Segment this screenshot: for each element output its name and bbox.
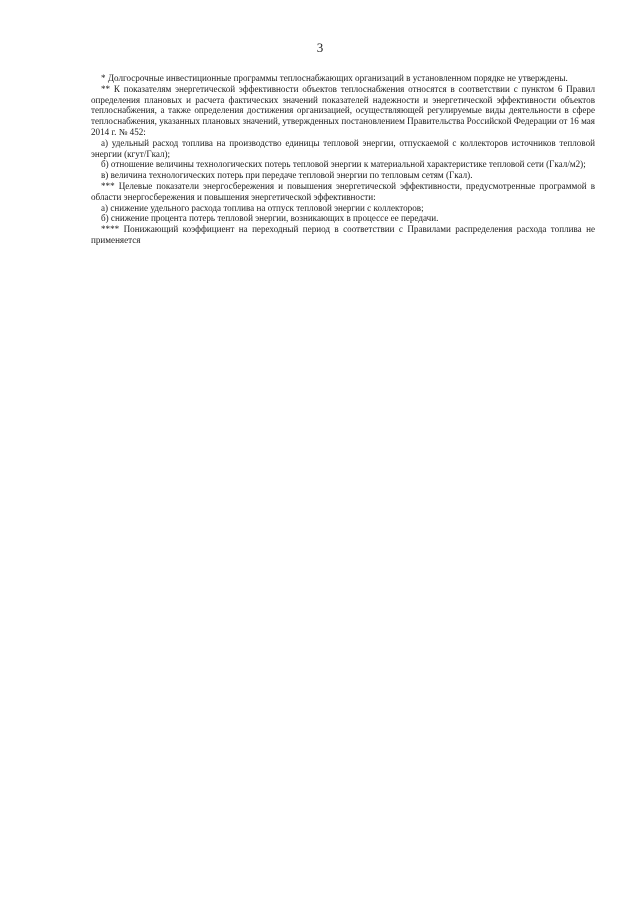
footnote-3-item-b: б) снижение процента потерь тепловой энергии, возникающих в процессе ее передачи.: [101, 213, 439, 224]
footnote-2: ** К показателям энергетической эффективности объектов теплоснабжения относятся в соответствии с пунктом 6 Правил определения плановых и расчета фактических значений показателей надежности и энергетической эффективности объектов теплоснабжения, а также определения достижения организацией, осуществляющей регулируемые виды деятельности в сфере теплоснабжения, указанных плановых значений, утвержденных постановлением Правительства Российской Федерации от 16 мая 2014 г. № 452:: [91, 83, 595, 137]
footnote-3: *** Целевые показатели энергосбережения и повышения энергетической эффективности, предусмотренные программой в области энергосбережения и повышения энергетической эффективности:: [91, 180, 595, 202]
footnote-3-item-a: а) снижение удельного расхода топлива на отпуск тепловой энергии с коллекторов;: [101, 202, 424, 213]
footnotes-block: [91, 73, 595, 246]
footnote-2-item-b: б) отношение величины технологических потерь тепловой энергии к материальной характеристике тепловой сети (Гкал/м2);: [101, 159, 586, 170]
page-number: 3: [316, 40, 324, 55]
footnote-1: * Долгосрочные инвестиционные программы теплоснабжающих организаций в установленном порядке не утверждены.: [101, 73, 568, 83]
footnote-4: **** Понижающий коэффициент на переходный период в соответствии с Правилами распределения расхода топлива не применяется: [91, 224, 595, 245]
footnote-2-item-c: в) величина технологических потерь при передаче тепловой энергии по тепловым сетям (Гкал).: [101, 170, 473, 181]
footnote-2-item-a: а) удельный расход топлива на производство единицы тепловой энергии, отпускаемой с коллекторов источников тепловой энергии (кгут/Гкал);: [91, 137, 595, 159]
